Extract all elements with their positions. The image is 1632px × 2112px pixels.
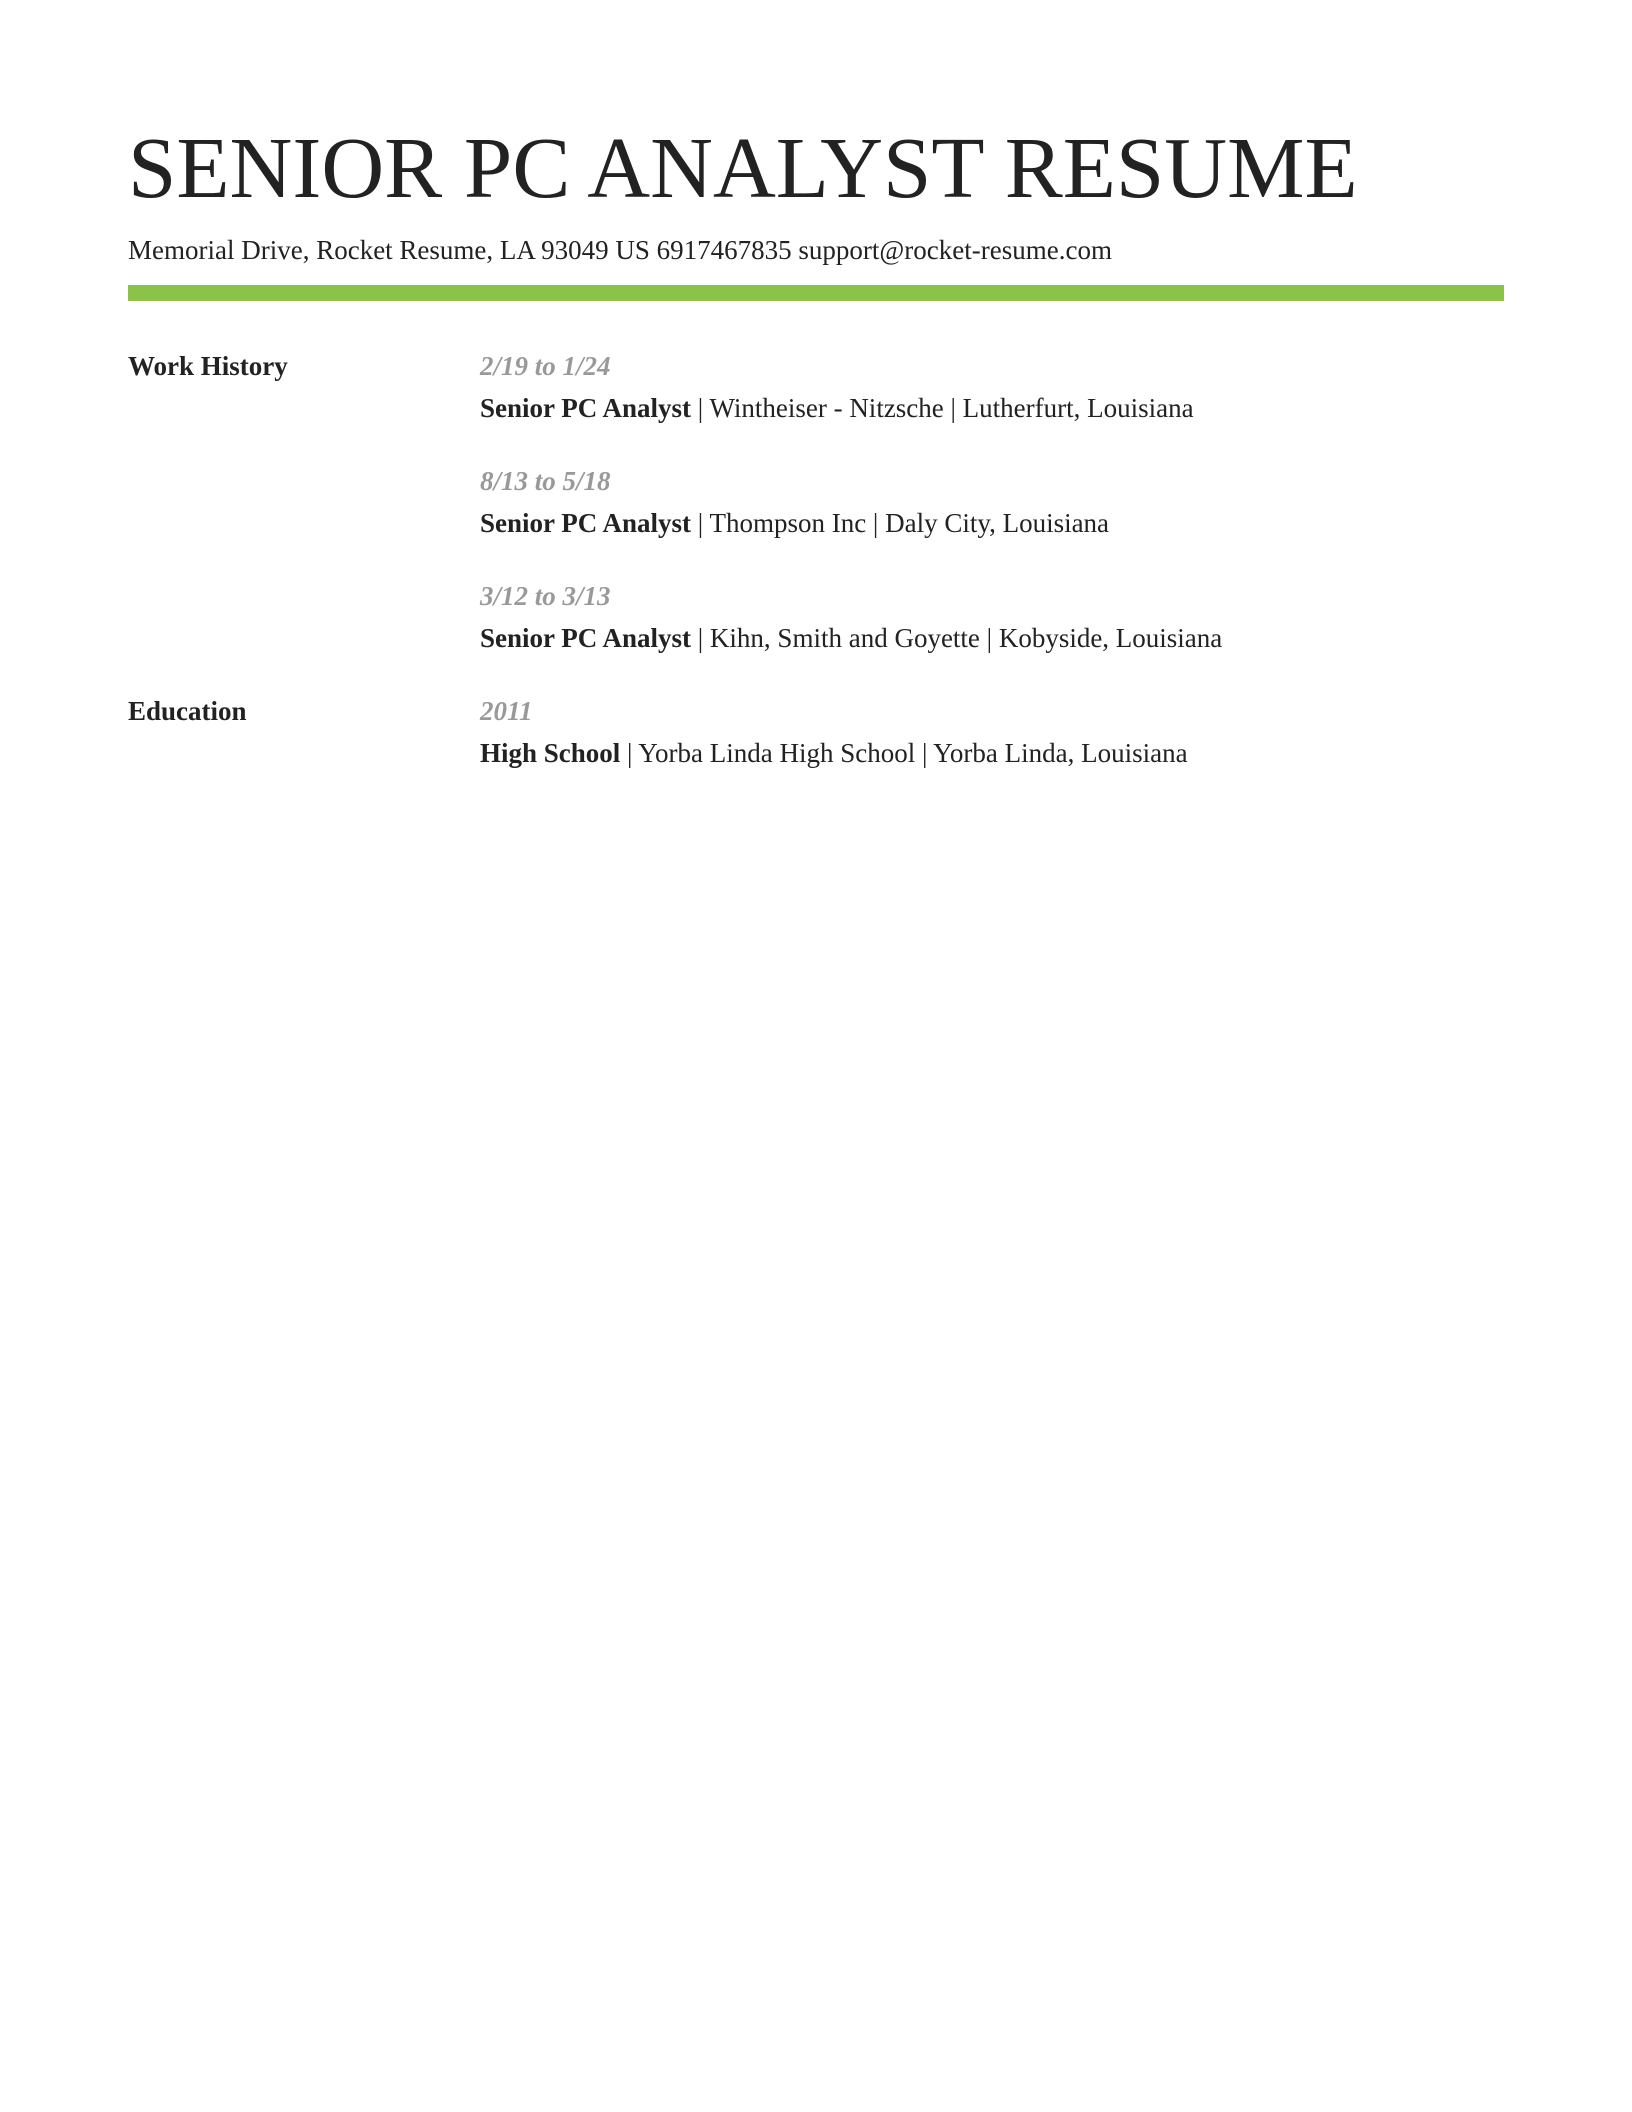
section-label-education: Education: [128, 696, 247, 726]
contact-line: Memorial Drive, Rocket Resume, LA 93049 US 6917467835 support@rocket-resume.com: [128, 235, 1112, 265]
entry-title: Senior PC Analyst: [480, 393, 692, 423]
entry-details: | Wintheiser - Nitzsche | Lutherfurt, Louisiana: [691, 393, 1194, 423]
education-entry: [480, 691, 1500, 773]
section-label-work-history: Work History: [128, 351, 288, 381]
entry-dates: 8/13 to 5/18: [480, 466, 611, 496]
entry-title: High School: [480, 738, 621, 768]
work-entry: [480, 461, 1500, 543]
entry-line: [480, 503, 1500, 543]
entry-details: | Yorba Linda High School | Yorba Linda, Louisiana: [620, 738, 1188, 768]
entry-title: Senior PC Analyst: [480, 623, 692, 653]
entry-dates: 3/12 to 3/13: [480, 581, 611, 611]
entry-title: Senior PC Analyst: [480, 508, 692, 538]
work-entry: [480, 346, 1500, 428]
work-entry: [480, 576, 1500, 658]
entry-line: [480, 733, 1500, 773]
entry-details: | Thompson Inc | Daly City, Louisiana: [691, 508, 1110, 538]
header-divider: [128, 285, 1504, 301]
entry-line: [480, 618, 1500, 658]
entry-dates: 2/19 to 1/24: [480, 351, 611, 381]
entry-dates: 2011: [480, 696, 533, 726]
entry-line: [480, 388, 1500, 428]
resume-title: SENIOR PC ANALYST RESUME: [128, 119, 1358, 216]
entry-details: | Kihn, Smith and Goyette | Kobyside, Louisiana: [691, 623, 1223, 653]
